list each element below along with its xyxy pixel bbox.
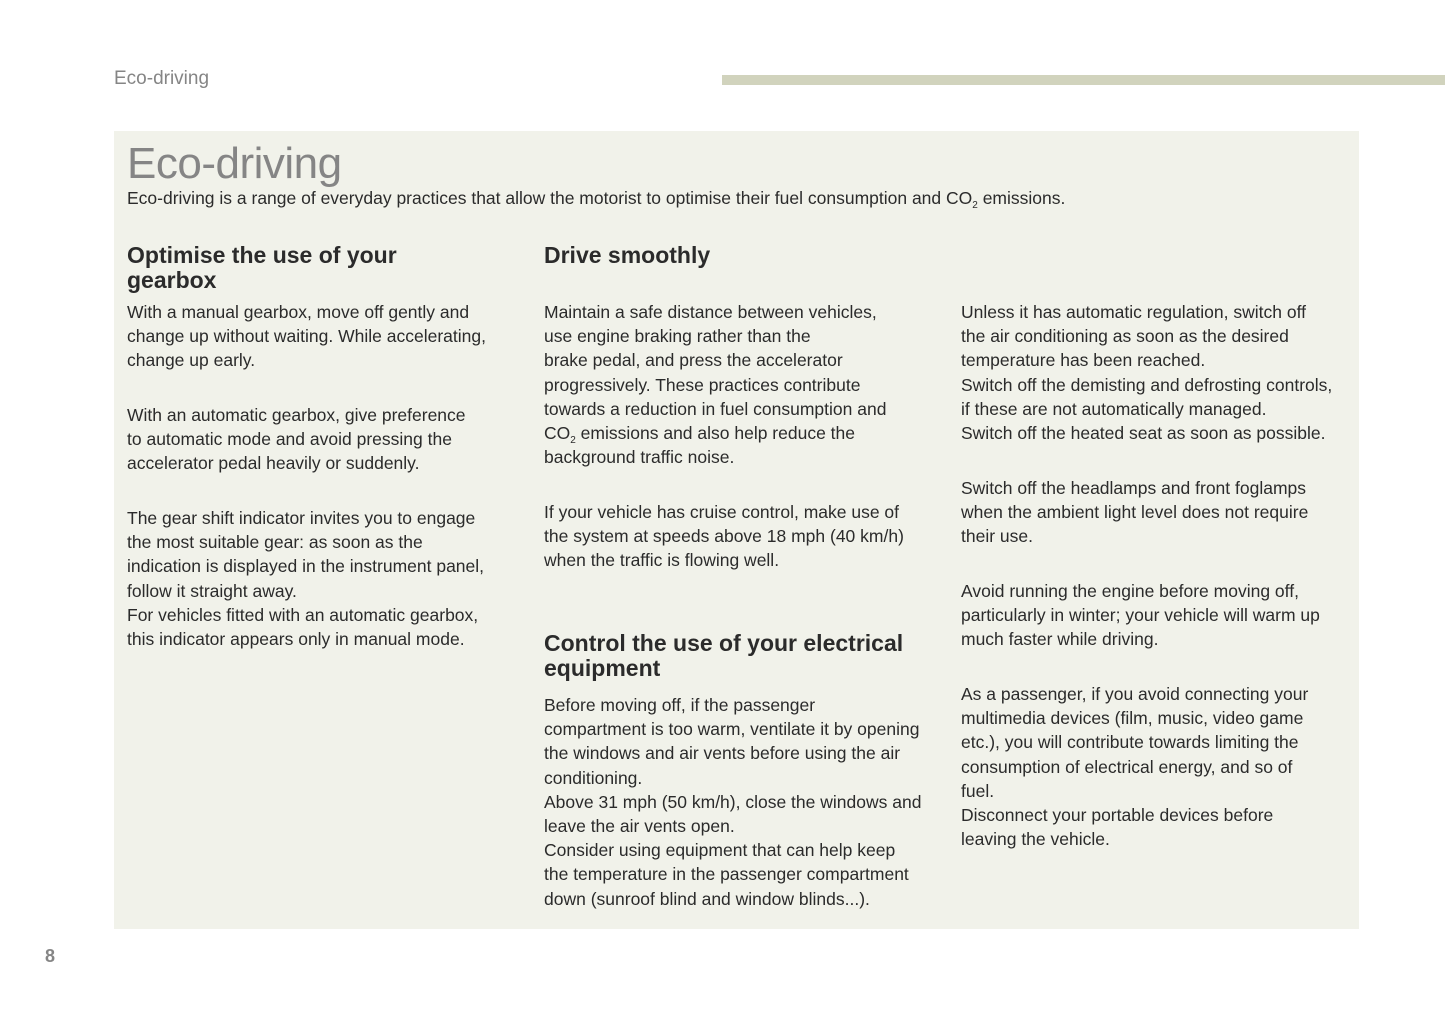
heading-gearbox: [127, 243, 397, 293]
paragraph-cruise-control: If your vehicle has cruise control, make use of the system at speeds above 18 mph (40 km/h) when the traffic is flowing well.: [544, 502, 904, 571]
paragraph-safe-distance-start: Maintain a safe distance between vehicles, use engine braking rather than the brake pedal, and press the accelerator progressively. These practices contribute towards a reduction in fuel consumption and CO: [544, 302, 887, 444]
heading-electrical-line2: equipment: [544, 655, 661, 681]
intro-subscript: 2: [972, 200, 978, 211]
intro-text: [127, 188, 1065, 211]
running-header-title: Eco-driving: [114, 68, 210, 89]
paragraph-air-conditioning: Unless it has automatic regulation, switch off the air conditioning as soon as the desired temperature has been reached. Switch off the demisting and defrosting controls, if these are not automatically managed. Switch off the heated seat as soon as possible.: [961, 302, 1333, 444]
heading-electrical-equipment: [544, 631, 903, 681]
header-accent-bar: [722, 75, 1445, 85]
paragraph-engine-warmup: Avoid running the engine before moving off, particularly in winter; your vehicle will warm up much faster while driving.: [961, 581, 1320, 650]
intro-text-start: Eco-driving is a range of everyday practices that allow the motorist to optimise their fuel consumption and CO: [127, 188, 973, 208]
heading-drive-smoothly: Drive smoothly: [544, 242, 711, 268]
page-number: 8: [45, 946, 56, 966]
heading-gearbox-line1: Optimise the use of your: [127, 242, 397, 268]
intro-text-end: emissions.: [977, 188, 1066, 208]
paragraph-safe-distance-end: emissions and also help reduce the background traffic noise.: [544, 423, 856, 468]
paragraph-multimedia-devices: As a passenger, if you avoid connecting your multimedia devices (film, music, video game etc.), you will contribute towards limiting the consumption of electrical energy, and so of fuel. Disconnect your portable devices before leaving the vehicle.: [961, 684, 1309, 850]
paragraph-automatic-gearbox: With an automatic gearbox, give preference to automatic mode and avoid pressing the accelerator pedal heavily or suddenly.: [127, 405, 466, 474]
heading-electrical-line1: Control the use of your electrical: [544, 630, 904, 656]
heading-gearbox-line2: gearbox: [127, 267, 217, 293]
paragraph-safe-distance: [544, 300, 886, 469]
eco-driving-panel: [114, 131, 1359, 929]
paragraph-ventilation: Before moving off, if the passenger compartment is too warm, ventilate it by opening the windows and air vents before using the air conditioning. Above 31 mph (50 km/h), close the windows and leave the air vents open. Consider using equipment that can help keep the temperature in the passenger compartment down (sunroof blind and window blinds...).: [544, 695, 922, 909]
co2-subscript: 2: [570, 435, 576, 447]
paragraph-gear-shift-indicator: The gear shift indicator invites you to engage the most suitable gear: as soon as the indication is displayed in the instrument panel, follow it straight away. For vehicles fitted with an automatic gearbox, this indicator appears only in manual mode.: [127, 508, 485, 650]
page-title: Eco-driving: [127, 139, 342, 188]
paragraph-headlamps: Switch off the headlamps and front foglamps when the ambient light level does not require their use.: [961, 478, 1309, 547]
paragraph-manual-gearbox: With a manual gearbox, move off gently and change up without waiting. While accelerating, change up early.: [127, 302, 486, 371]
